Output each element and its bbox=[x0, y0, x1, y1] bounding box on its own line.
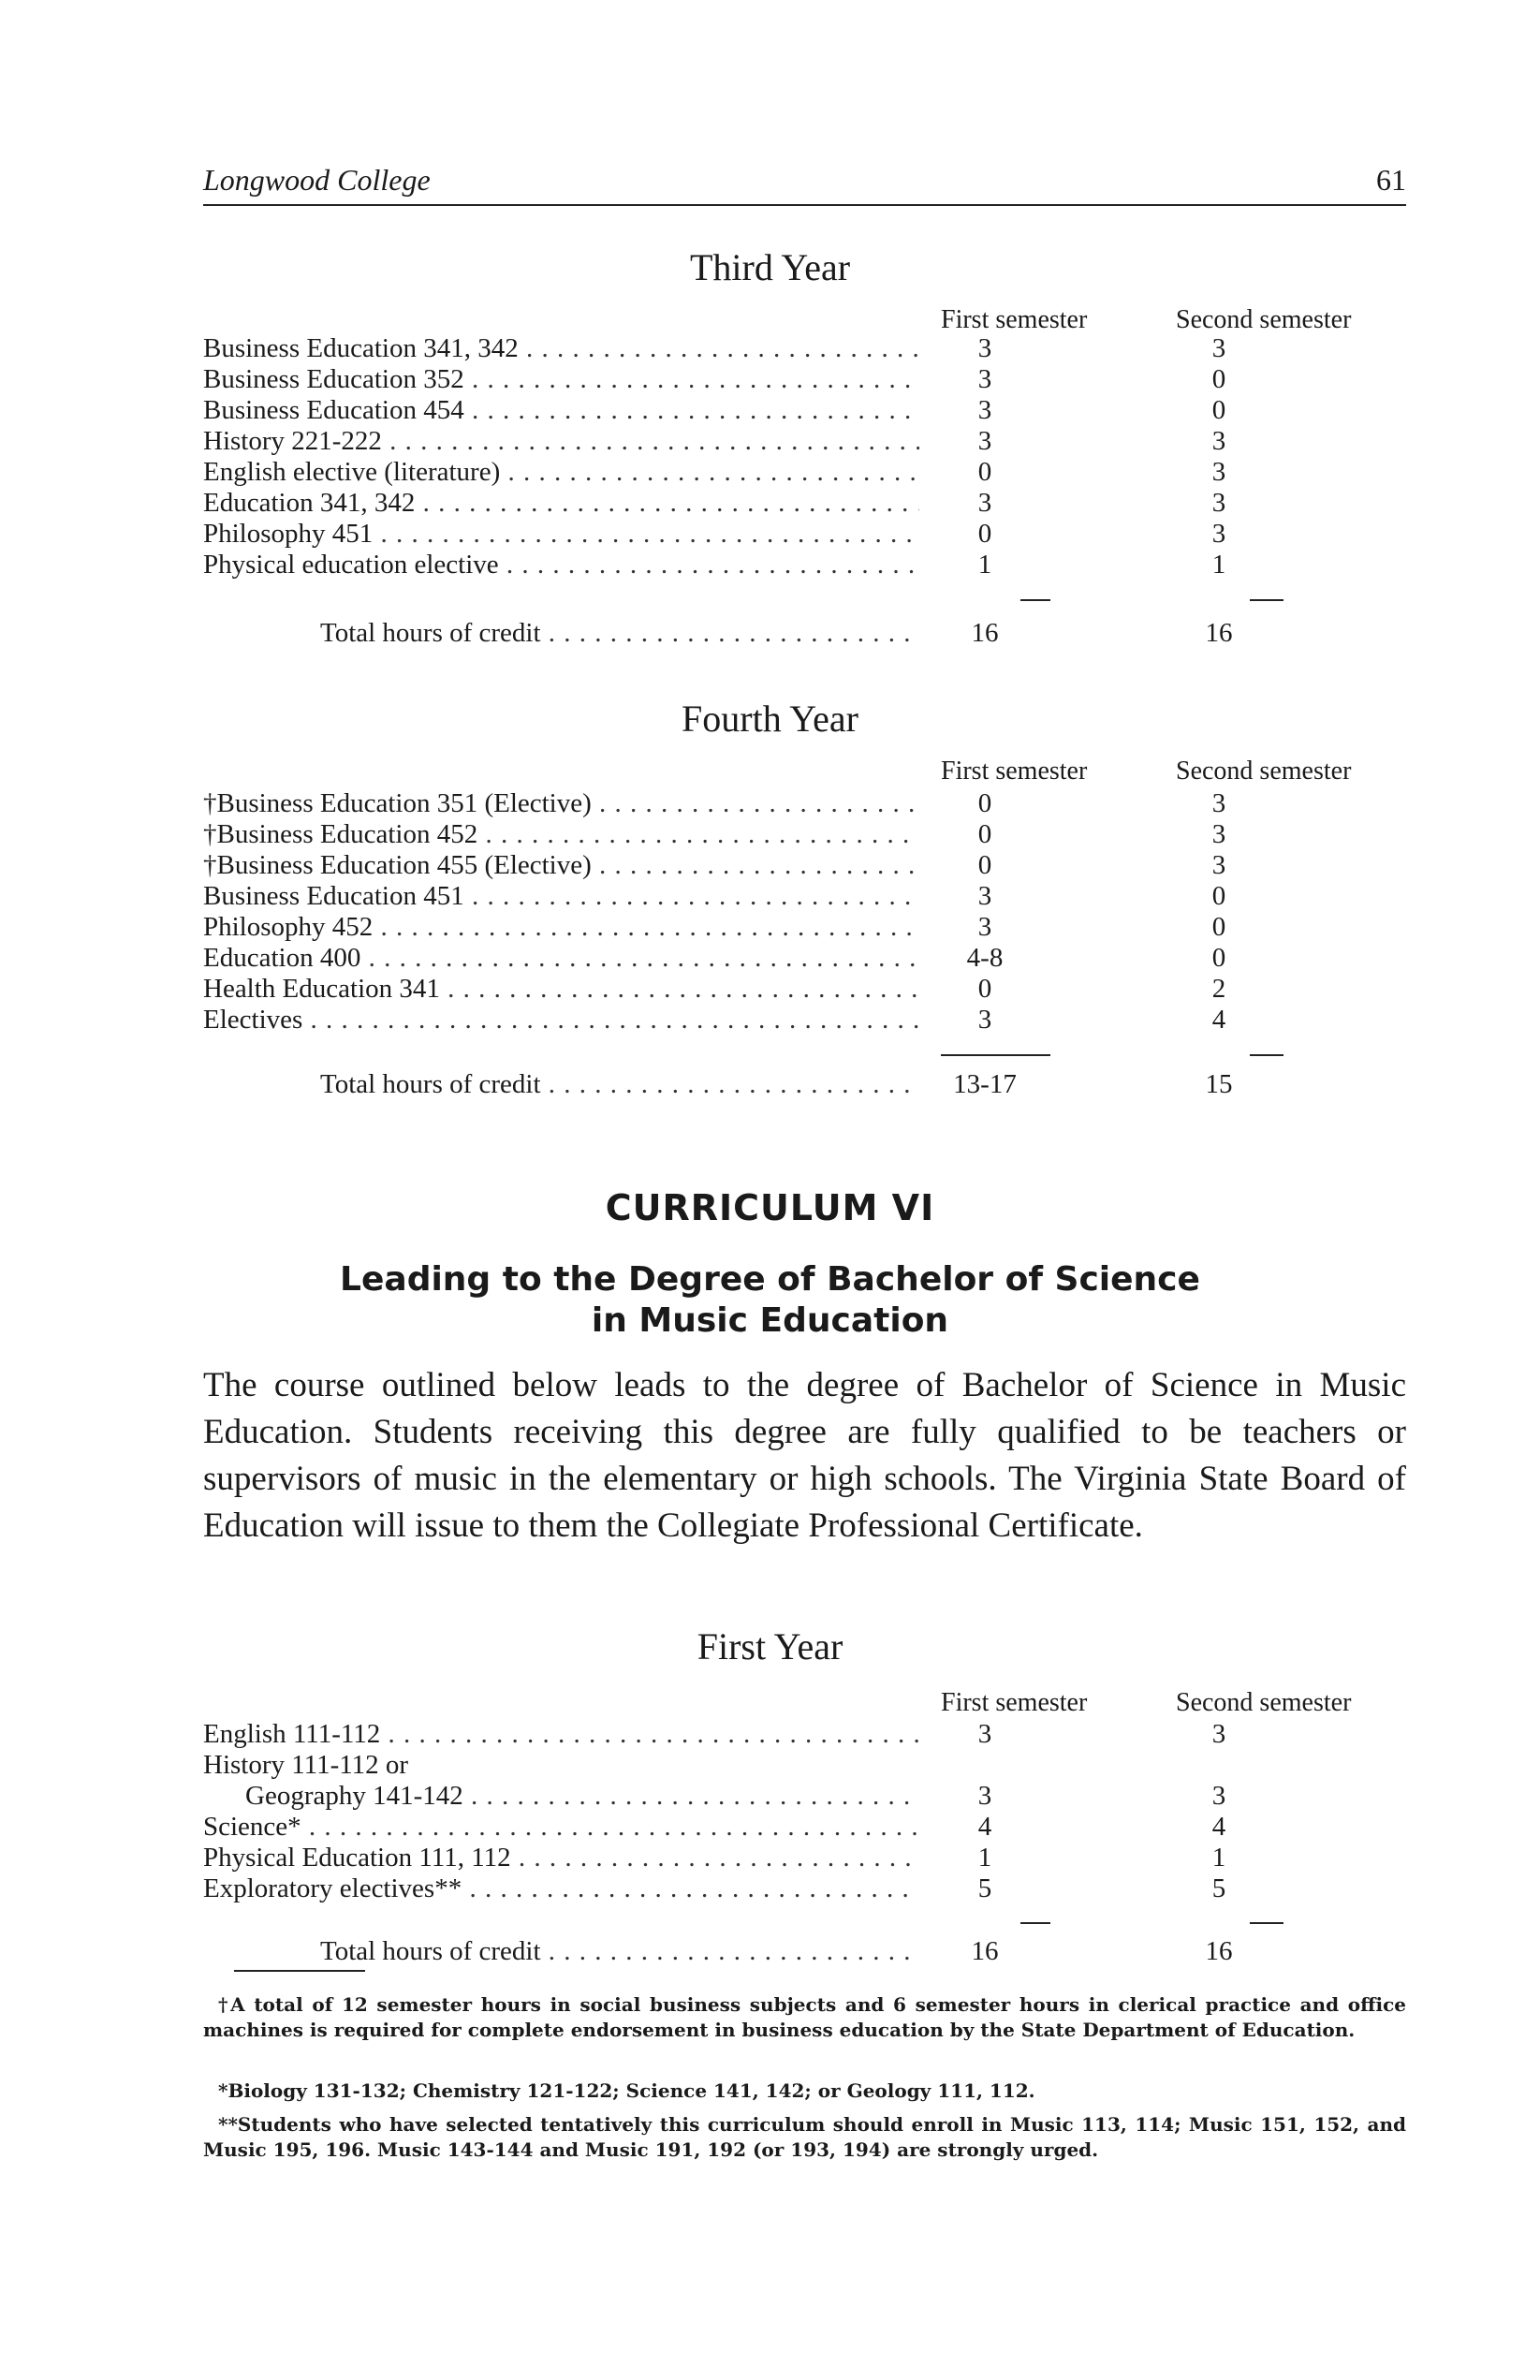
first-semester-hours: 3 bbox=[977, 912, 992, 942]
course-name: Philosophy 451 . . . bbox=[203, 519, 919, 550]
third-year-col-second: Second semester bbox=[1176, 305, 1352, 334]
first-semester-hours: 3 bbox=[977, 333, 992, 363]
footnote-double-asterisk: **Students who have selected tentatively this curriculum should enroll in Music 113, 114; Music 151, 152, and Music 195, 196. Music 143-144 and Music 191, 192 (or 193, 194) are strongly urged. bbox=[203, 2113, 1406, 2161]
second-semester-hours: 3 bbox=[1211, 850, 1226, 880]
first-semester-hours: 0 bbox=[977, 519, 992, 549]
course-name: Business Education 341, 342 . . . bbox=[203, 333, 919, 364]
course-name: Physical Education 111, 112 . . . bbox=[203, 1843, 919, 1873]
second-semester-hours: 0 bbox=[1211, 364, 1226, 394]
third-year-row bbox=[203, 519, 1406, 550]
course-name: Electives . . . bbox=[203, 1005, 919, 1036]
first-semester-hours: 0 bbox=[977, 457, 992, 487]
second-semester-hours: 5 bbox=[1211, 1873, 1226, 1903]
first-semester-hours: 0 bbox=[977, 850, 992, 880]
third-year-row bbox=[203, 488, 1406, 519]
second-semester-hours: 4 bbox=[1211, 1812, 1226, 1842]
first-year-row bbox=[203, 1873, 1406, 1904]
third-year-row bbox=[203, 457, 1406, 488]
third-year-row bbox=[203, 426, 1406, 457]
course-name: English elective (literature) . . . bbox=[203, 457, 919, 488]
first-year-total-row bbox=[203, 1936, 1406, 1967]
second-semester-hours: 3 bbox=[1211, 1719, 1226, 1749]
sum-rule bbox=[1250, 1922, 1283, 1924]
first-semester-hours: 3 bbox=[977, 1005, 992, 1035]
second-semester-hours: 3 bbox=[1211, 519, 1226, 549]
first-semester-hours: 0 bbox=[977, 819, 992, 849]
total-label: Total hours of credit . . . bbox=[203, 1936, 919, 1967]
course-name: Health Education 341 . . . bbox=[203, 974, 919, 1005]
curriculum-subtitle-line2: in Music Education bbox=[591, 1301, 949, 1340]
fourth-year-col-first: First semester bbox=[941, 757, 1088, 786]
fourth-year-row bbox=[203, 850, 1406, 881]
sum-rule bbox=[1250, 599, 1283, 601]
total-label: Total hours of credit . . . bbox=[203, 1069, 919, 1100]
second-semester-hours: 3 bbox=[1211, 488, 1226, 518]
sum-rule bbox=[1250, 1054, 1283, 1056]
first-semester-hours: 4 bbox=[977, 1812, 992, 1842]
second-semester-hours: 3 bbox=[1211, 426, 1226, 456]
first-year-row bbox=[203, 1750, 1406, 1781]
first-semester-hours: 1 bbox=[977, 550, 992, 580]
first-year-row bbox=[203, 1812, 1406, 1843]
first-semester-hours: 3 bbox=[977, 1781, 992, 1811]
first-semester-hours: 3 bbox=[977, 488, 992, 518]
footnote-dagger: †A total of 12 semester hours in social business subjects and 6 semester hours in clerical practice and office machines is required for complete endorsement in business education by the State Department of Education. bbox=[203, 1993, 1406, 2041]
first-year-row bbox=[203, 1781, 1406, 1812]
third-year-title: Third Year bbox=[689, 246, 851, 288]
second-semester-hours: 0 bbox=[1211, 943, 1226, 973]
first-semester-hours: 3 bbox=[977, 426, 992, 456]
second-semester-hours: 3 bbox=[1211, 1781, 1226, 1811]
fourth-year-row bbox=[203, 788, 1406, 819]
first-year-row bbox=[203, 1843, 1406, 1873]
second-semester-hours: 0 bbox=[1211, 395, 1226, 425]
fourth-year-total-row bbox=[203, 1069, 1406, 1100]
second-semester-total: 16 bbox=[1205, 1936, 1233, 1966]
second-semester-hours: 0 bbox=[1211, 881, 1226, 911]
first-semester-hours: 3 bbox=[977, 364, 992, 394]
second-semester-hours: 3 bbox=[1211, 819, 1226, 849]
first-semester-hours: 4-8 bbox=[966, 943, 1004, 973]
third-year-row bbox=[203, 333, 1406, 364]
running-head bbox=[203, 161, 1406, 206]
second-semester-total: 16 bbox=[1205, 618, 1233, 648]
second-semester-hours: 3 bbox=[1211, 457, 1226, 487]
sum-rule bbox=[1020, 599, 1050, 601]
curriculum-subtitle-line1: Leading to the Degree of Bachelor of Science bbox=[340, 1260, 1200, 1299]
third-year-row bbox=[203, 364, 1406, 395]
course-name: Geography 141-142 . . . bbox=[203, 1781, 919, 1812]
second-semester-hours: 0 bbox=[1211, 912, 1226, 942]
course-name: Education 400 . . . bbox=[203, 943, 919, 974]
first-semester-hours: 0 bbox=[977, 974, 992, 1004]
running-head-title: Longwood College bbox=[203, 163, 431, 197]
first-semester-hours: 3 bbox=[977, 1719, 992, 1749]
first-semester-hours: 3 bbox=[977, 881, 992, 911]
course-name: †Business Education 452 . . . bbox=[203, 819, 919, 850]
first-semester-hours: 1 bbox=[977, 1843, 992, 1873]
course-name: Science* . . . bbox=[203, 1812, 919, 1843]
first-year-row bbox=[203, 1719, 1406, 1750]
third-year-total-row bbox=[203, 618, 1406, 649]
second-semester-hours: 3 bbox=[1211, 788, 1226, 818]
course-name: Philosophy 452 . . . bbox=[203, 912, 919, 943]
course-name: Physical education elective . . . bbox=[203, 550, 919, 580]
first-semester-total: 13-17 bbox=[953, 1069, 1017, 1099]
course-name: Business Education 454 . . . bbox=[203, 395, 919, 426]
first-year-col-second: Second semester bbox=[1176, 1688, 1352, 1717]
total-label: Total hours of credit . . . bbox=[203, 618, 919, 649]
course-name: History 111-112 or bbox=[203, 1750, 409, 1780]
course-name: Business Education 352 . . . bbox=[203, 364, 919, 395]
curriculum-intro-paragraph: The course outlined below leads to the degree of Bachelor of Science in Music Education. Students receiving this degree are fully qualified to be teachers or supervisors of music in the elementary or high schools. The Virginia State Board of Education will issue to them the Collegiate Professional Certificate. bbox=[203, 1366, 1406, 1545]
course-name: †Business Education 351 (Elective) . . . bbox=[203, 788, 919, 819]
third-year-col-first: First semester bbox=[941, 305, 1088, 334]
sum-rule bbox=[1020, 1922, 1050, 1924]
fourth-year-row bbox=[203, 881, 1406, 912]
fourth-year-row bbox=[203, 912, 1406, 943]
footnote-asterisk: *Biology 131-132; Chemistry 121-122; Science 141, 142; or Geology 111, 112. bbox=[218, 2079, 1035, 2102]
second-semester-total: 15 bbox=[1205, 1069, 1233, 1099]
sum-rule bbox=[941, 1054, 1050, 1056]
fourth-year-col-second: Second semester bbox=[1176, 757, 1352, 786]
course-name: History 221-222 . . . bbox=[203, 426, 919, 457]
first-semester-hours: 3 bbox=[977, 395, 992, 425]
course-name: Education 341, 342 . . . bbox=[203, 488, 919, 519]
fourth-year-row bbox=[203, 819, 1406, 850]
first-year-title: First Year bbox=[697, 1625, 843, 1667]
second-semester-hours: 1 bbox=[1211, 550, 1226, 580]
course-name: English 111-112 . . . bbox=[203, 1719, 919, 1750]
course-name: Business Education 451 . . . bbox=[203, 881, 919, 912]
first-year-col-first: First semester bbox=[941, 1688, 1088, 1717]
page-number: 61 bbox=[1376, 163, 1406, 197]
second-semester-hours: 2 bbox=[1211, 974, 1226, 1004]
footnote-rule bbox=[234, 1970, 365, 1972]
course-name: Exploratory electives** . . . bbox=[203, 1873, 919, 1904]
fourth-year-row bbox=[203, 943, 1406, 974]
curriculum-title: CURRICULUM VI bbox=[605, 1187, 935, 1228]
second-semester-hours: 3 bbox=[1211, 333, 1226, 363]
fourth-year-row bbox=[203, 974, 1406, 1005]
first-semester-hours: 0 bbox=[977, 788, 992, 818]
course-name: †Business Education 455 (Elective) . . . bbox=[203, 850, 919, 881]
third-year-row bbox=[203, 395, 1406, 426]
fourth-year-row bbox=[203, 1005, 1406, 1036]
fourth-year-title: Fourth Year bbox=[682, 698, 858, 740]
second-semester-hours: 4 bbox=[1211, 1005, 1226, 1035]
first-semester-total: 16 bbox=[971, 618, 999, 648]
second-semester-hours: 1 bbox=[1211, 1843, 1226, 1873]
first-semester-hours: 5 bbox=[977, 1873, 992, 1903]
first-semester-total: 16 bbox=[971, 1936, 999, 1966]
third-year-row bbox=[203, 550, 1406, 580]
